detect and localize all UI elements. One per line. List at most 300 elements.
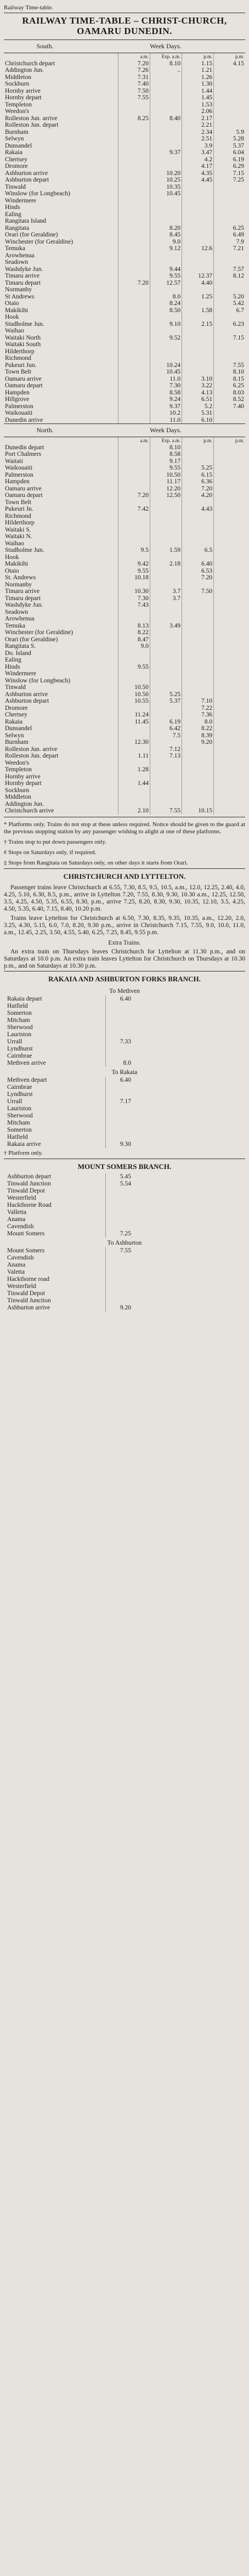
station-name: Selwyn [5,135,24,142]
time-cell [214,492,245,499]
time-cell [150,609,182,616]
station-name: Middleton [5,74,31,81]
time-cell [182,760,214,767]
time-cell [118,554,150,561]
table-row [4,149,245,156]
table-row [6,1105,132,1112]
time-cell: 1.58 [182,307,214,314]
time-cell [118,225,150,232]
time-cell [150,602,182,609]
table-row [6,1180,132,1188]
footnote: * Platforms only. Trains do not stop at these unless required. Notice should be given to the guard at the previous stopping station by any passenger wishing to alight at one of these platforms. [4,821,245,835]
time-cell [214,417,245,424]
to-methven-table [6,996,132,1067]
time-cell: 9.44 [150,266,182,273]
time-cell: 8.22 [182,725,214,732]
table-row [4,225,245,232]
time-cell [118,362,150,369]
time-cell: 10.25 [150,177,182,184]
table-row [6,1269,132,1276]
table-row [4,581,245,589]
time-cell [182,266,214,273]
station-name: Timaru arrive [5,273,40,279]
timetable-page [4,0,245,1315]
station-name: Timaru depart [5,279,41,286]
table-row [4,506,245,513]
table-row [4,609,245,616]
time-cell [118,321,150,328]
time-cell [106,1105,133,1112]
time-cell: 7.55 [150,807,182,815]
time-cell: 6.40 [106,1077,133,1084]
table-row [4,615,245,623]
time-cell [182,629,214,636]
time-cell [118,670,150,677]
time-cell [182,286,214,293]
table-row [4,794,245,801]
time-cell [118,403,150,410]
page-title: RAILWAY TIME-TABLE – CHRIST-CHURCH, OAMARU DUNEDIN. [4,13,245,40]
table-row [4,698,245,705]
time-cell [150,615,182,623]
table-row [6,1060,132,1067]
station-name: Waitaki North [5,334,41,341]
table-row [4,561,245,568]
time-cell [118,794,150,801]
time-cell [182,184,214,191]
time-cell: 9.55 [118,664,150,671]
table-row [4,787,245,794]
time-cell: 5.9 [214,129,245,136]
north-days: Week Days. [150,426,182,434]
time-cell: 9.30 [106,1141,133,1148]
time-cell: 4.15 [214,60,245,67]
time-cell [214,602,245,609]
table-row [4,218,245,225]
table-row [4,458,245,465]
station-name: Rakaia arrive [7,1140,41,1148]
time-cell: 8.58 [150,389,182,397]
time-cell: 7.30 [150,382,182,389]
to-ashburton-label: To Ashburton [107,1239,142,1246]
station-name: Lyndhurst [7,1045,33,1052]
station-name: Hillgrove [5,396,30,403]
table-row [6,1262,132,1269]
time-cell: 2.34 [182,129,214,136]
time-cell: 8.52 [214,396,245,403]
time-cell [150,664,182,671]
rakaia-note: † Platform only. [4,1149,43,1156]
time-cell [214,684,245,691]
table-row [4,513,245,520]
station-name: Waikouaiti [5,465,33,471]
time-cell [214,115,245,122]
time-cell: 7.31 [118,74,150,81]
time-cell: 8.0 [150,293,182,301]
time-cell: 6.15 [182,472,214,479]
north-heading [4,423,245,437]
time-cell [106,1276,133,1283]
time-cell [106,1120,133,1127]
time-cell: 5.28 [214,135,245,143]
time-cell [118,177,150,184]
time-cell [118,108,150,115]
time-cell [150,197,182,205]
time-cell: 9.10 [150,321,182,328]
time-cell: 12.20 [150,485,182,493]
time-cell: 1.15 [182,60,214,67]
time-cell: 8.25 [118,115,150,122]
time-cell: 6.53 [182,568,214,575]
table-row [4,725,245,732]
time-cell: 10.24 [150,362,182,369]
station-name: Winchester (for Geraldine) [5,238,73,245]
time-cell [150,794,182,801]
time-cell [214,451,245,458]
time-cell [118,417,150,424]
time-cell [150,519,182,527]
time-cell [214,787,245,794]
time-cell [214,801,245,808]
time-cell [150,259,182,266]
table-row [6,1046,132,1053]
time-cell [118,300,150,307]
time-cell [182,753,214,760]
time-cell [182,780,214,787]
notes [4,820,245,868]
time-cell: 8.03 [214,389,245,397]
station-name: Lauriston [7,1105,32,1112]
time-cell: 7.17 [106,1098,133,1105]
station-name: Mitcham [7,1119,30,1126]
time-cell: 8.10 [214,369,245,376]
time-cell [118,725,150,732]
table-row [6,1127,132,1134]
table-row [4,293,245,301]
column-header: Exp. a.m. [150,53,182,60]
table-row [4,259,245,266]
time-cell: 3.7 [150,588,182,595]
table-row [6,1202,132,1209]
time-cell [182,218,214,225]
time-cell: 6.49 [214,231,245,239]
station-name: Winchester (for Geraldine) [5,629,73,636]
time-cell: 4.17 [182,163,214,170]
time-cell: 1.53 [182,101,214,109]
north-timetable [4,437,245,815]
time-cell: 3.9 [182,143,214,150]
station-name: Port Chalmers [5,451,42,457]
time-cell [182,369,214,376]
time-cell [182,664,214,671]
to-methven-label: To Methven [109,987,140,995]
table-row [4,807,245,815]
time-cell: 11.0 [150,417,182,424]
station-name: Otaio [5,567,19,574]
time-cell: 4.45 [182,177,214,184]
table-row [4,143,245,150]
table-row [4,478,245,485]
time-cell [150,760,182,767]
time-cell: 1.21 [182,67,214,74]
table-row [6,1188,132,1195]
table-row [6,1223,132,1230]
time-cell: 9.55 [150,273,182,280]
table-row [4,376,245,383]
table-row [4,650,245,657]
lyttelton-para-1: Passenger trains leave Christchurch at 6.55, 7.30, 8.5, 9.5, 10.5, a.m., 12.0, 12.25, 2.40, 4.0, 4.25, 5.10, 6.30, 8.5, p.m., arrive in Lyttelton 7.20, 7.55, 8.30, 9.30, 10.30 a.m., 12.25, 12.50, 3.5, 4.25, 4.50, 5.35, 6.55, 8.30, p.m., arrive 7.25, 8.20, 8.30, 9.30, 10.35, 12.10, 3.5, 4.25, 4.50, 5.35, 6.40, 7.15, 8.40, 10.20 p.m. [4,884,245,912]
time-cell [214,732,245,739]
time-cell [214,568,245,575]
time-cell [118,609,150,616]
lyttelton-para-2: Trains leave Lyttelton for Christchurch at 6.50, 7.30, 8.35, 9.35, 10.35, a.m., 12.20, 2.0, 3.25, 4.30, 5.15, 6.0, 7.0, 8.20, 9.30 p.m., arrive in Christchurch 7.15, 7.55, 9.0, 10.0, 11.0, a.m., 12.45, 2.25, 3.50, 4.55, 5.40, 6.25, 7.25, 8.45, 9.55 p.m. [4,914,245,936]
time-cell [106,1127,133,1134]
time-cell [118,218,150,225]
station-name: Seadown [5,608,29,615]
table-row [4,595,245,602]
time-cell [150,629,182,636]
table-row [4,746,245,753]
time-cell [118,266,150,273]
station-name: Hornby arrive [5,773,41,780]
time-cell [118,499,150,506]
time-cell [214,766,245,773]
time-cell: 7.13 [150,753,182,760]
time-cell [214,574,245,581]
time-cell [106,1209,133,1216]
time-cell: 8.20 [150,225,182,232]
table-row [6,1053,132,1060]
table-row [4,643,245,650]
time-cell [118,615,150,623]
time-cell [214,554,245,561]
station-name: Seadown [5,259,29,265]
station-name: Hackthorne Road [7,1201,52,1208]
time-cell [214,636,245,643]
time-cell: 5.42 [214,300,245,307]
column-header: a.m. [118,437,150,444]
table-row [6,1141,132,1148]
station-name: Tinwald Junction [7,1180,51,1187]
table-row [4,739,245,746]
table-row [4,766,245,773]
time-cell: 10.15 [182,807,214,815]
time-cell [182,231,214,239]
table-row [6,1304,132,1312]
time-cell: 7.20 [118,60,150,67]
time-cell [214,355,245,362]
time-cell: 7.10 [182,698,214,705]
time-cell: 11.24 [118,711,150,719]
station-name: Richmond [5,355,31,361]
time-cell [182,335,214,342]
time-cell [182,643,214,650]
station-name: Rolleston Jun. arrive [5,115,58,122]
time-cell: 6.25 [214,225,245,232]
station-name: Tinwald Junction [7,1297,51,1304]
table-row [4,629,245,636]
time-cell: 9.42 [118,561,150,568]
station-name: Pukeuri Jun. [5,361,37,369]
time-cell [118,451,150,458]
time-cell [214,753,245,760]
station-name: Hilderthorp [5,348,35,355]
time-cell [214,519,245,527]
time-cell [214,472,245,479]
time-cell: 9.0 [118,643,150,650]
time-cell [182,444,214,451]
time-cell [150,711,182,719]
time-cell: 5.31 [182,410,214,417]
south-heading [4,40,245,53]
station-name: Rolleston Jun. depart [5,753,59,759]
time-cell: 7.50 [118,88,150,95]
table-row [4,108,245,115]
time-cell [150,643,182,650]
table-row [6,1255,132,1262]
station-name: Hook [5,314,19,320]
table-row [4,677,245,685]
time-cell: 6.5 [182,547,214,554]
time-cell [118,355,150,362]
table-row [4,81,245,88]
time-cell [118,348,150,355]
time-cell: 7.42 [118,506,150,513]
time-cell [118,204,150,211]
time-cell: 8.58 [150,451,182,458]
station-name: Methven arrive [7,1059,46,1066]
time-cell [106,1290,133,1297]
time-cell [118,472,150,479]
time-cell [118,163,150,170]
time-cell [214,74,245,81]
station-name: Sherwood [7,1112,33,1119]
time-cell [214,190,245,197]
station-name: Hilderthorp [5,519,35,526]
table-row [4,719,245,726]
time-cell: 7.15 [214,170,245,177]
time-cell [150,677,182,685]
table-row [4,588,245,595]
time-cell [214,184,245,191]
table-row [4,410,245,417]
time-cell [214,444,245,451]
time-cell [150,355,182,362]
table-row [4,547,245,554]
station-name: Sherwood [7,1024,33,1031]
station-name: Weedon's [5,759,29,766]
station-name: Rolleston Jun. depart [5,122,59,128]
station-name: Otaio [5,300,19,307]
table-row [6,996,132,1003]
time-cell [118,801,150,808]
column-header: p.m. [214,53,245,60]
station-name: Town Belt [5,369,32,375]
time-cell [118,382,150,389]
time-cell [106,1010,133,1017]
time-cell [214,101,245,109]
station-name: Cairnbrae [7,1052,32,1059]
table-row [4,335,245,342]
time-cell: 7.26 [118,67,150,74]
time-cell [182,327,214,335]
station-name: Burnham [5,128,29,135]
time-cell [150,218,182,225]
time-cell [182,787,214,794]
table-row [6,1017,132,1024]
time-cell: 7.40 [214,403,245,410]
table-row [4,369,245,376]
time-cell [214,794,245,801]
table-row [4,623,245,630]
time-cell [214,286,245,293]
time-cell [150,341,182,348]
time-cell [214,485,245,493]
station-name: Hackthorne road [7,1275,49,1283]
column-header: a.m. [118,53,150,60]
station-name: Hook [5,553,19,561]
time-cell: 10.35 [150,184,182,191]
time-cell: 7.55 [118,94,150,101]
time-cell [118,101,150,109]
time-cell: 8.0 [182,719,214,726]
rakaia-heading: RAKAIA AND ASHBURTON FORKS BRANCH. [4,971,245,986]
time-cell [118,252,150,259]
time-cell [214,108,245,115]
time-cell: 8.10 [150,60,182,67]
time-cell: 1.25 [182,293,214,301]
time-cell [118,533,150,540]
time-cell [150,657,182,664]
table-row [4,403,245,410]
time-cell: 7.40 [118,81,150,88]
station-name: Temuka [5,622,25,629]
north-column-header-row [4,437,245,444]
time-cell [214,588,245,595]
time-cell [106,1202,133,1209]
station-name: Tinwald [5,684,26,691]
time-cell [118,149,150,156]
mount-somers-outbound-table [6,1173,132,1238]
time-cell: 3.22 [182,382,214,389]
time-cell: 1.44 [118,780,150,787]
table-row [6,1173,132,1180]
time-cell [150,705,182,712]
table-row [4,348,245,355]
time-cell: 7.43 [118,602,150,609]
time-cell: 7.55 [106,1247,133,1255]
time-cell [214,609,245,616]
time-cell [118,760,150,767]
column-header: p.m. [182,53,214,60]
time-cell: 12.57 [150,280,182,287]
time-cell [182,519,214,527]
table-row [4,753,245,760]
station-name: Lauriston [7,1031,32,1038]
time-cell [118,389,150,397]
time-cell [150,554,182,561]
time-cell [214,211,245,218]
header-spacer [4,437,118,444]
time-cell [150,252,182,259]
time-cell: 6.19 [214,156,245,163]
time-cell [214,478,245,485]
time-cell [214,410,245,417]
table-row [6,1120,132,1127]
table-row [4,540,245,547]
time-cell: 6.23 [214,321,245,328]
station-name: Somerton [7,1126,32,1133]
